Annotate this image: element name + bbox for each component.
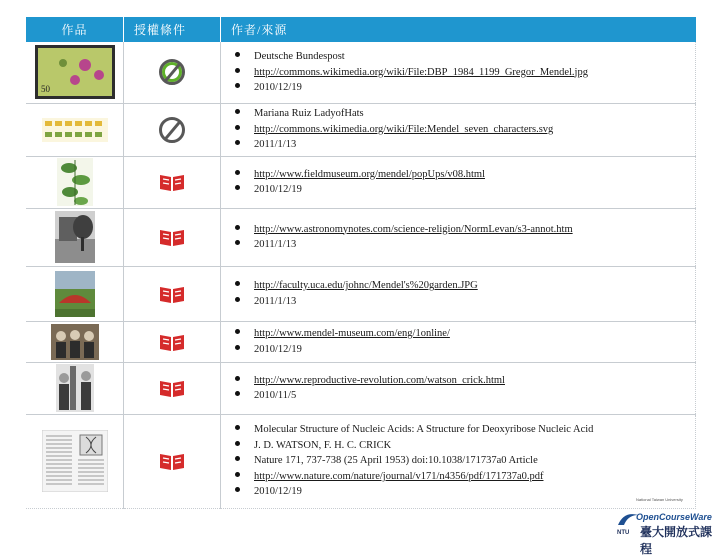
header-work: 作品 [26, 17, 124, 42]
access-date: 2011/1/13 [235, 294, 695, 310]
work-cell [26, 156, 124, 208]
access-date: 2011/1/13 [235, 237, 695, 253]
ntu-ocw-logo [616, 497, 720, 556]
author-cell [221, 362, 696, 414]
work-cell [26, 103, 124, 156]
source-text: Deutsche Bundespost [235, 49, 695, 65]
license-cell [124, 156, 221, 208]
table-row [26, 42, 696, 103]
fair-use-book-icon [159, 227, 185, 247]
work-cell [26, 321, 124, 362]
license-cell [124, 42, 221, 103]
table-row [26, 208, 696, 266]
author-cell [221, 208, 696, 266]
access-date: 2010/11/5 [235, 388, 695, 404]
access-date: 2011/1/13 [235, 137, 695, 153]
access-date: 2010/12/19 [235, 484, 695, 500]
source-text: Molecular Structure of Nucleic Acids: A Structure for Deoxyribose Nucleic Acid [235, 422, 695, 438]
monastery-garden-thumbnail [55, 211, 95, 263]
source-line [235, 278, 695, 294]
source-line [235, 469, 695, 485]
logo-ocw-name: OpenCourseWare [636, 512, 712, 522]
source-link[interactable]: http://www.reproductive-revolution.com/watson_crick.html [254, 374, 505, 386]
license-cell [124, 103, 221, 156]
source-link[interactable]: http://www.nature.com/nature/journal/v171/n4356/pdf/171737a0.pdf [254, 470, 544, 482]
source-line [235, 222, 695, 238]
fair-use-book-icon [159, 332, 185, 352]
fair-use-book-icon [159, 284, 185, 304]
source-text: J. D. WATSON, F. H. C. CRICK [235, 438, 695, 454]
license-cell [124, 414, 221, 508]
public-domain-icon [159, 59, 185, 85]
work-cell [26, 362, 124, 414]
svg-text:50: 50 [40, 84, 50, 95]
nature-article-thumbnail [42, 430, 108, 492]
work-cell [26, 266, 124, 321]
credits-table [26, 17, 696, 509]
table-header-row [26, 17, 696, 42]
author-cell [221, 321, 696, 362]
pea-plant-thumbnail [57, 158, 93, 206]
header-license: 授權條件 [124, 17, 221, 42]
license-cell [124, 362, 221, 414]
source-link[interactable]: http://commons.wikimedia.org/wiki/File:Mendel_seven_characters.svg [254, 123, 554, 135]
source-line [235, 373, 695, 389]
table-row [26, 103, 696, 156]
source-text: Mariana Ruiz LadyofHats [235, 106, 695, 122]
logo-chinese-name: 臺大開放式課程 [640, 525, 713, 556]
source-text: Nature 171, 737-738 (25 April 1953) doi:10.1038/171737a0 Article [235, 453, 695, 469]
source-line [235, 167, 695, 183]
seven-characters-thumbnail [42, 118, 108, 142]
source-link[interactable]: http://faculty.uca.edu/johnc/Mendel's%20garden.JPG [254, 280, 478, 291]
public-domain-icon [159, 117, 185, 143]
table-row [26, 362, 696, 414]
work-cell [26, 42, 124, 103]
mendel-museum-thumbnail [51, 324, 99, 360]
mendel-garden-thumbnail [55, 271, 95, 317]
mendel-stamp-thumbnail [35, 45, 115, 99]
table-row [26, 321, 696, 362]
source-line [235, 122, 695, 138]
table-row [26, 156, 696, 208]
license-cell [124, 266, 221, 321]
table-row [26, 414, 696, 508]
source-line [235, 65, 695, 81]
author-cell [221, 414, 696, 508]
work-cell [26, 414, 124, 508]
license-cell [124, 321, 221, 362]
source-line [235, 326, 695, 342]
fair-use-book-icon [159, 378, 185, 398]
logo-university-name: National Taiwan University [636, 497, 683, 502]
access-date: 2010/12/19 [235, 182, 695, 198]
license-cell [124, 208, 221, 266]
author-cell [221, 103, 696, 156]
header-author: 作者/來源 [221, 17, 696, 42]
table-row [26, 266, 696, 321]
work-cell [26, 208, 124, 266]
access-date: 2010/12/19 [235, 80, 695, 96]
watson-crick-thumbnail [56, 364, 94, 412]
author-cell [221, 156, 696, 208]
source-link[interactable]: http://www.fieldmuseum.org/mendel/popUps/v08.html [254, 168, 485, 180]
fair-use-book-icon [159, 172, 185, 192]
access-date: 2010/12/19 [235, 342, 695, 358]
author-cell [221, 42, 696, 103]
fair-use-book-icon [159, 451, 185, 471]
svg-text:NTU: NTU [617, 530, 630, 535]
author-cell [221, 266, 696, 321]
source-link[interactable]: http://commons.wikimedia.org/wiki/File:DBP_1984_1199_Gregor_Mendel.jpg [254, 66, 588, 78]
source-link[interactable]: http://www.mendel-museum.com/eng/1online/ [254, 328, 450, 339]
source-link[interactable]: http://www.astronomynotes.com/science-religion/NormLevan/s3-annot.htm [254, 223, 573, 235]
